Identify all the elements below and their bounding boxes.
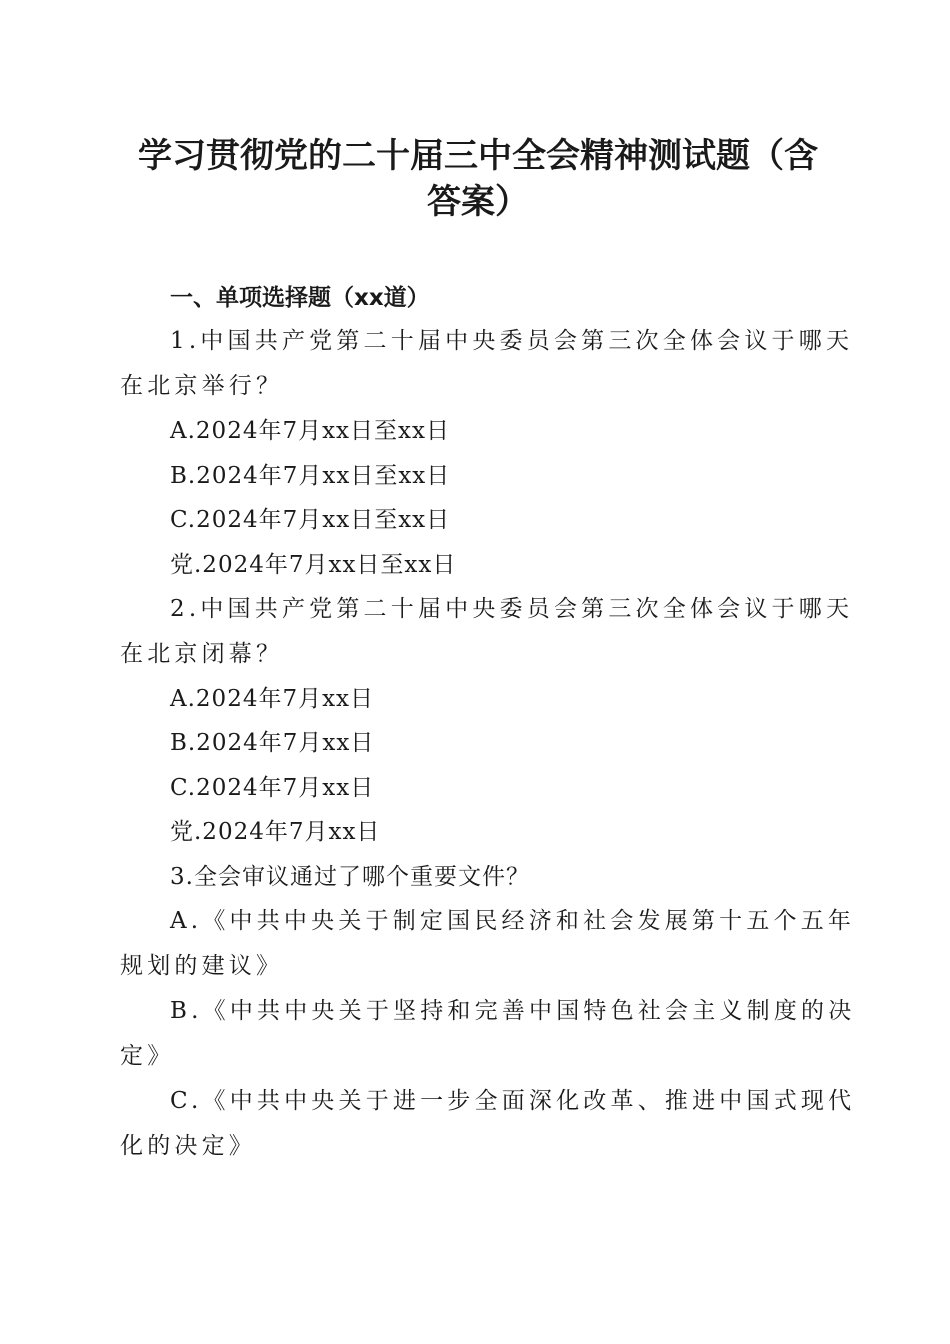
title-line-1: 学习贯彻党的二十届三中全会精神测试题（含 <box>138 136 818 176</box>
section-heading: 一、单项选择题（xx道） <box>170 285 430 311</box>
q1-option-a: A.2024年7月xx日至xx日 <box>170 418 450 444</box>
document-title <box>118 133 838 225</box>
q3-option-b <box>120 989 856 1079</box>
q3-option-c <box>120 1079 856 1169</box>
q2-option-a: A.2024年7月xx日 <box>170 686 375 712</box>
question-2 <box>120 587 854 677</box>
question-2-line-1: 2.中国共产党第二十届中央委员会第三次全体会议于哪天 <box>170 596 854 622</box>
q3-option-b-line-1: B.《中共中央关于坚持和完善中国特色社会主义制度的决 <box>170 998 856 1024</box>
q3-option-c-line-1: C.《中共中央关于进一步全面深化改革、推进中国式现代 <box>170 1088 856 1114</box>
question-1-line-1: 1.中国共产党第二十届中央委员会第三次全体会议于哪天 <box>170 328 854 354</box>
q3-option-a-line-2: 规划的建议》 <box>120 953 284 979</box>
q3-option-b-line-2: 定》 <box>120 1043 175 1069</box>
question-1 <box>120 319 854 409</box>
q1-option-d: 党.2024年7月xx日至xx日 <box>170 552 457 578</box>
q3-option-c-line-2: 化的决定》 <box>120 1133 256 1159</box>
q2-option-b: B.2024年7月xx日 <box>170 730 375 756</box>
q2-option-c: C.2024年7月xx日 <box>170 775 375 801</box>
title-line-2: 答案） <box>427 182 529 222</box>
q1-option-b: B.2024年7月xx日至xx日 <box>170 463 451 489</box>
question-3: 3.全会审议通过了哪个重要文件？ <box>170 864 530 890</box>
q3-option-a <box>120 899 856 989</box>
q1-option-c: C.2024年7月xx日至xx日 <box>170 507 451 533</box>
question-2-line-2: 在北京闭幕？ <box>120 641 284 667</box>
q3-option-a-line-1: A.《中共中央关于制定国民经济和社会发展第十五个五年 <box>170 908 856 934</box>
q2-option-d: 党.2024年7月xx日 <box>170 819 381 845</box>
question-1-line-2: 在北京举行？ <box>120 373 284 399</box>
